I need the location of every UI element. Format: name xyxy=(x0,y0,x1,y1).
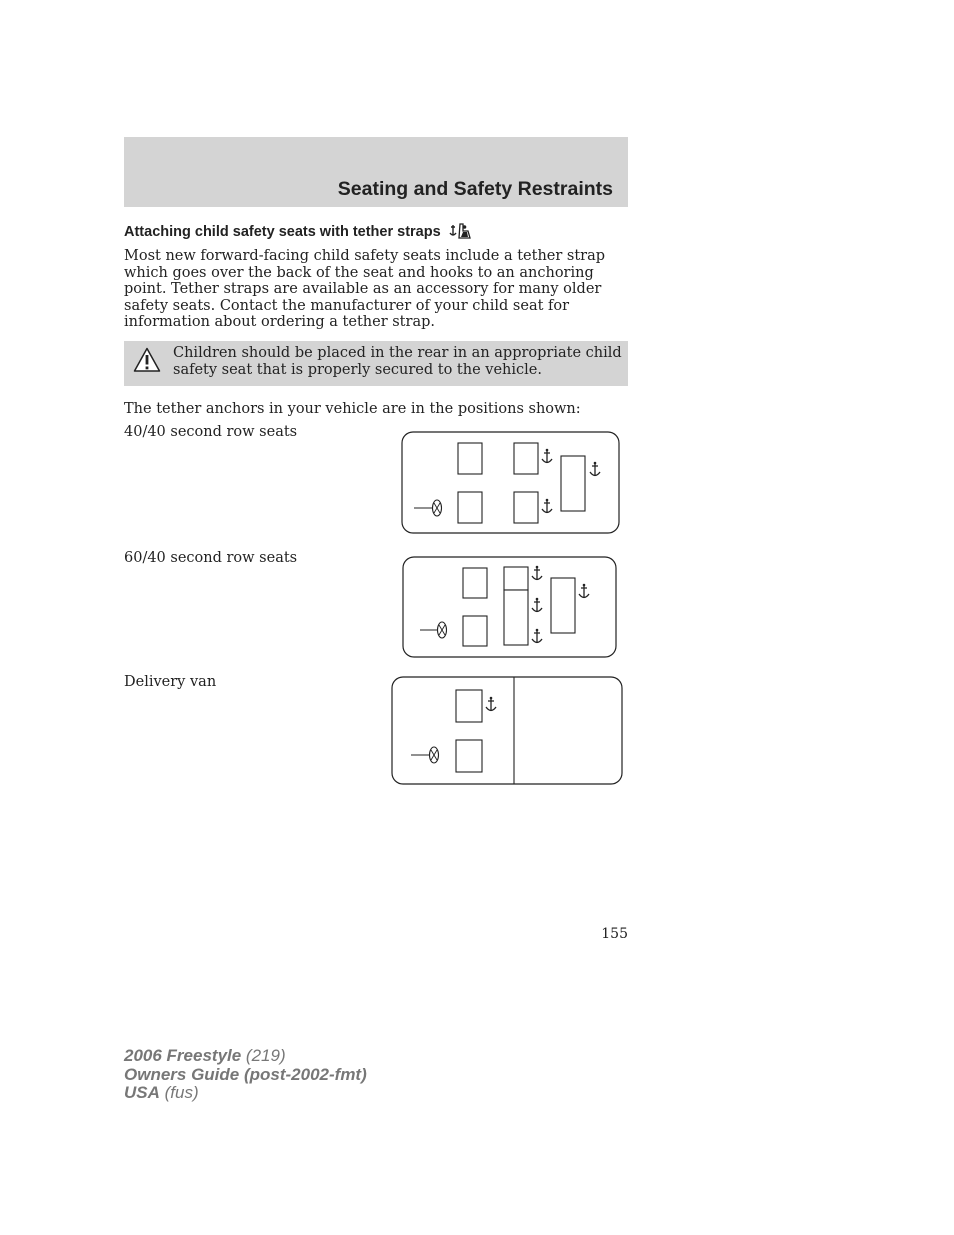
diagram-40-40-seats xyxy=(401,431,621,536)
subheading xyxy=(124,222,471,240)
child-seat-tether-icon xyxy=(449,222,471,240)
seat-second-row-right xyxy=(514,443,538,474)
footer-market: USA xyxy=(124,1083,160,1102)
seat-third-row xyxy=(551,578,575,633)
section-title: Seating and Safety Restraints xyxy=(337,178,613,200)
diagram-label-60-40: 60/40 second row seats xyxy=(124,550,298,566)
footer-guide: Owners Guide (post-2002-fmt) xyxy=(124,1064,367,1084)
seat-driver xyxy=(456,740,482,772)
page-number: 155 xyxy=(601,926,628,942)
warning-text: Children should be placed in the rear in an appropriate child safety seat that is properly secured to the vehicle. xyxy=(173,345,622,378)
diagram-60-40-seats xyxy=(402,556,620,660)
seat-second-row-40 xyxy=(504,567,528,590)
intro-paragraph: Most new forward-facing child safety seats include a tether strap which goes over the back of the seat and hooks to an anchoring point. Tether straps are available as an accessory for many older safety seats. Contact the manufacturer of your child seat for information about ordering a tether strap. xyxy=(124,248,606,330)
seat-third-row xyxy=(561,456,585,511)
positions-intro: The tether anchors in your vehicle are in the positions shown: xyxy=(124,401,581,417)
warning-box xyxy=(124,341,628,386)
footer-model: 2006 Freestyle xyxy=(124,1046,242,1065)
diagram-label-40-40: 40/40 second row seats xyxy=(124,424,298,440)
diagram-label-delivery-van: Delivery van xyxy=(124,674,217,690)
warning-triangle-icon xyxy=(133,347,161,373)
footer-market-code: (fus) xyxy=(159,1083,199,1102)
subheading-text: Attaching child safety seats with tether straps xyxy=(124,224,441,240)
seat-front-right xyxy=(463,568,487,598)
diagram-delivery-van xyxy=(391,676,625,788)
seat-passenger xyxy=(456,690,482,722)
seat-front-left xyxy=(458,492,482,523)
footer-line-3 xyxy=(124,1084,367,1103)
seat-second-row-left xyxy=(514,492,538,523)
seat-front-left xyxy=(463,616,487,646)
seat-second-row-60 xyxy=(504,590,528,645)
footer xyxy=(124,1047,367,1103)
vehicle-outline xyxy=(402,432,619,533)
footer-line-2 xyxy=(124,1066,367,1085)
seat-front-right xyxy=(458,443,482,474)
vehicle-outline xyxy=(392,677,622,784)
section-header-band xyxy=(124,137,628,207)
footer-line-1 xyxy=(124,1047,367,1066)
footer-model-code: (219) xyxy=(241,1046,286,1065)
